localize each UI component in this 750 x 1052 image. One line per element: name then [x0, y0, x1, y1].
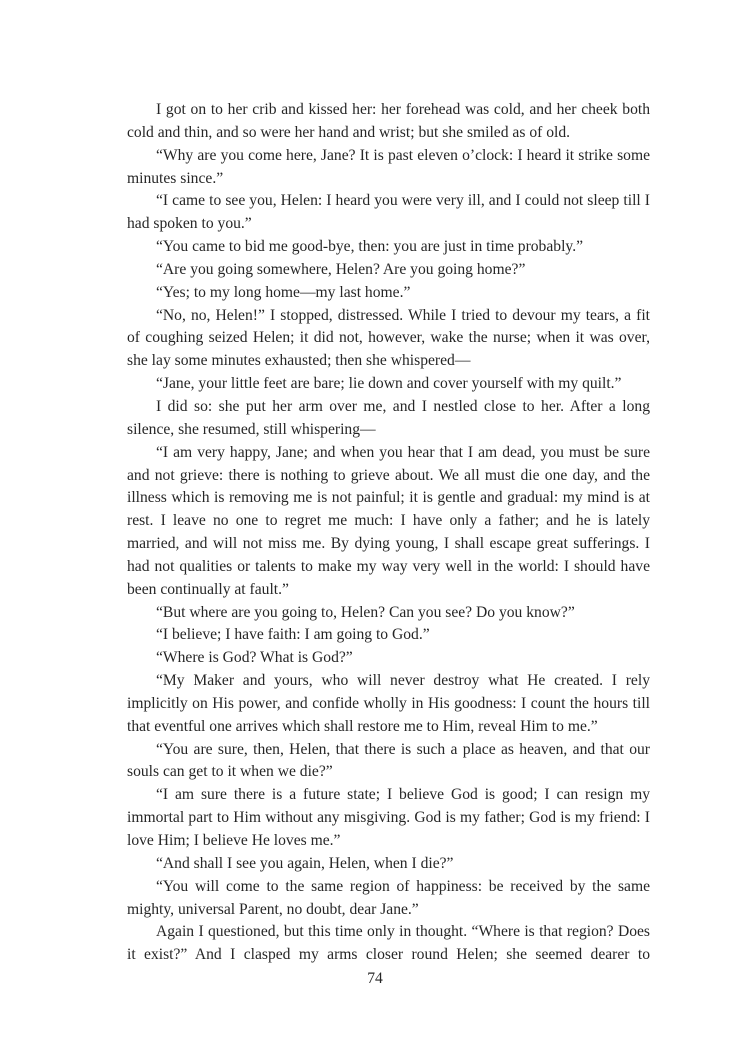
paragraph: “My Maker and yours, who will never destroy what He created. I rely implicitly on His power, and confide wholly in His goodness: I count the hours till that eventful one arrives which shall restore me to Him, reveal Him to me.”	[127, 672, 650, 735]
paragraph: “But where are you going to, Helen? Can you see? Do you know?”	[156, 603, 575, 621]
paragraph: “Why are you come here, Jane? It is past eleven o’clock: I heard it strike some minutes since.”	[127, 146, 650, 187]
paragraph: “I am sure there is a future state; I believe God is good; I can resign my immortal part to Him without any misgiving. God is my father; God is my friend: I love Him; I believe He loves me.”	[127, 786, 650, 849]
paragraph: “You came to bid me good-bye, then: you are just in time probably.”	[156, 238, 584, 256]
paragraph: “I believe; I have faith: I am going to God.”	[156, 626, 430, 644]
paragraph: “You will come to the same region of happiness: be received by the same mighty, universal Parent, no doubt, dear Jane.”	[127, 877, 650, 918]
paragraph: I got on to her crib and kissed her: her forehead was cold, and her cheek both cold and thin, and so were her hand and wrist; but she smiled as of old.	[127, 101, 650, 141]
paragraph: “I came to see you, Helen: I heard you were very ill, and I could not sleep till I had spoken to you.”	[127, 192, 650, 233]
paragraph: “Are you going somewhere, Helen? Are you going home?”	[156, 260, 526, 278]
paragraph: “And shall I see you again, Helen, when I die?”	[156, 854, 454, 872]
paragraph: I did so: she put her arm over me, and I nestled close to her. After a long silence, she resumed, still whispering—	[127, 397, 650, 438]
paragraph: “You are sure, then, Helen, that there is such a place as heaven, and that our souls can get to it when we die?”	[127, 740, 650, 781]
paragraph: “I am very happy, Jane; and when you hear that I am dead, you must be sure and not grieve: there is nothing to grieve about. We all must die one day, and the illness which is removing me is not painful; it is gentle and gradual: my mind is at rest. I leave no one to regret me much: I have only a father; and he is lately married, and will not miss me. By dying young, I shall escape great sufferings. I had not qualities or talents to make my way very well in the world: I should have been continually at fault.”	[127, 443, 650, 598]
paragraph: “No, no, Helen!” I stopped, distressed. While I tried to devour my tears, a fit of coughing seized Helen; it did not, however, wake the nurse; when it was over, she lay some minutes exhausted; then she whispered—	[127, 306, 650, 370]
paragraph: Again I questioned, but this time only in thought. “Where is that region? Does it exist?” And I clasped my arms closer round Helen; she seemed dearer to	[127, 923, 650, 964]
body-text	[127, 99, 650, 967]
paragraph: “Where is God? What is God?”	[156, 649, 353, 667]
paragraph: “Yes; to my long home—my last home.”	[156, 283, 411, 301]
paragraph: “Jane, your little feet are bare; lie down and cover yourself with my quilt.”	[156, 375, 622, 393]
page-number: 74	[367, 970, 383, 987]
